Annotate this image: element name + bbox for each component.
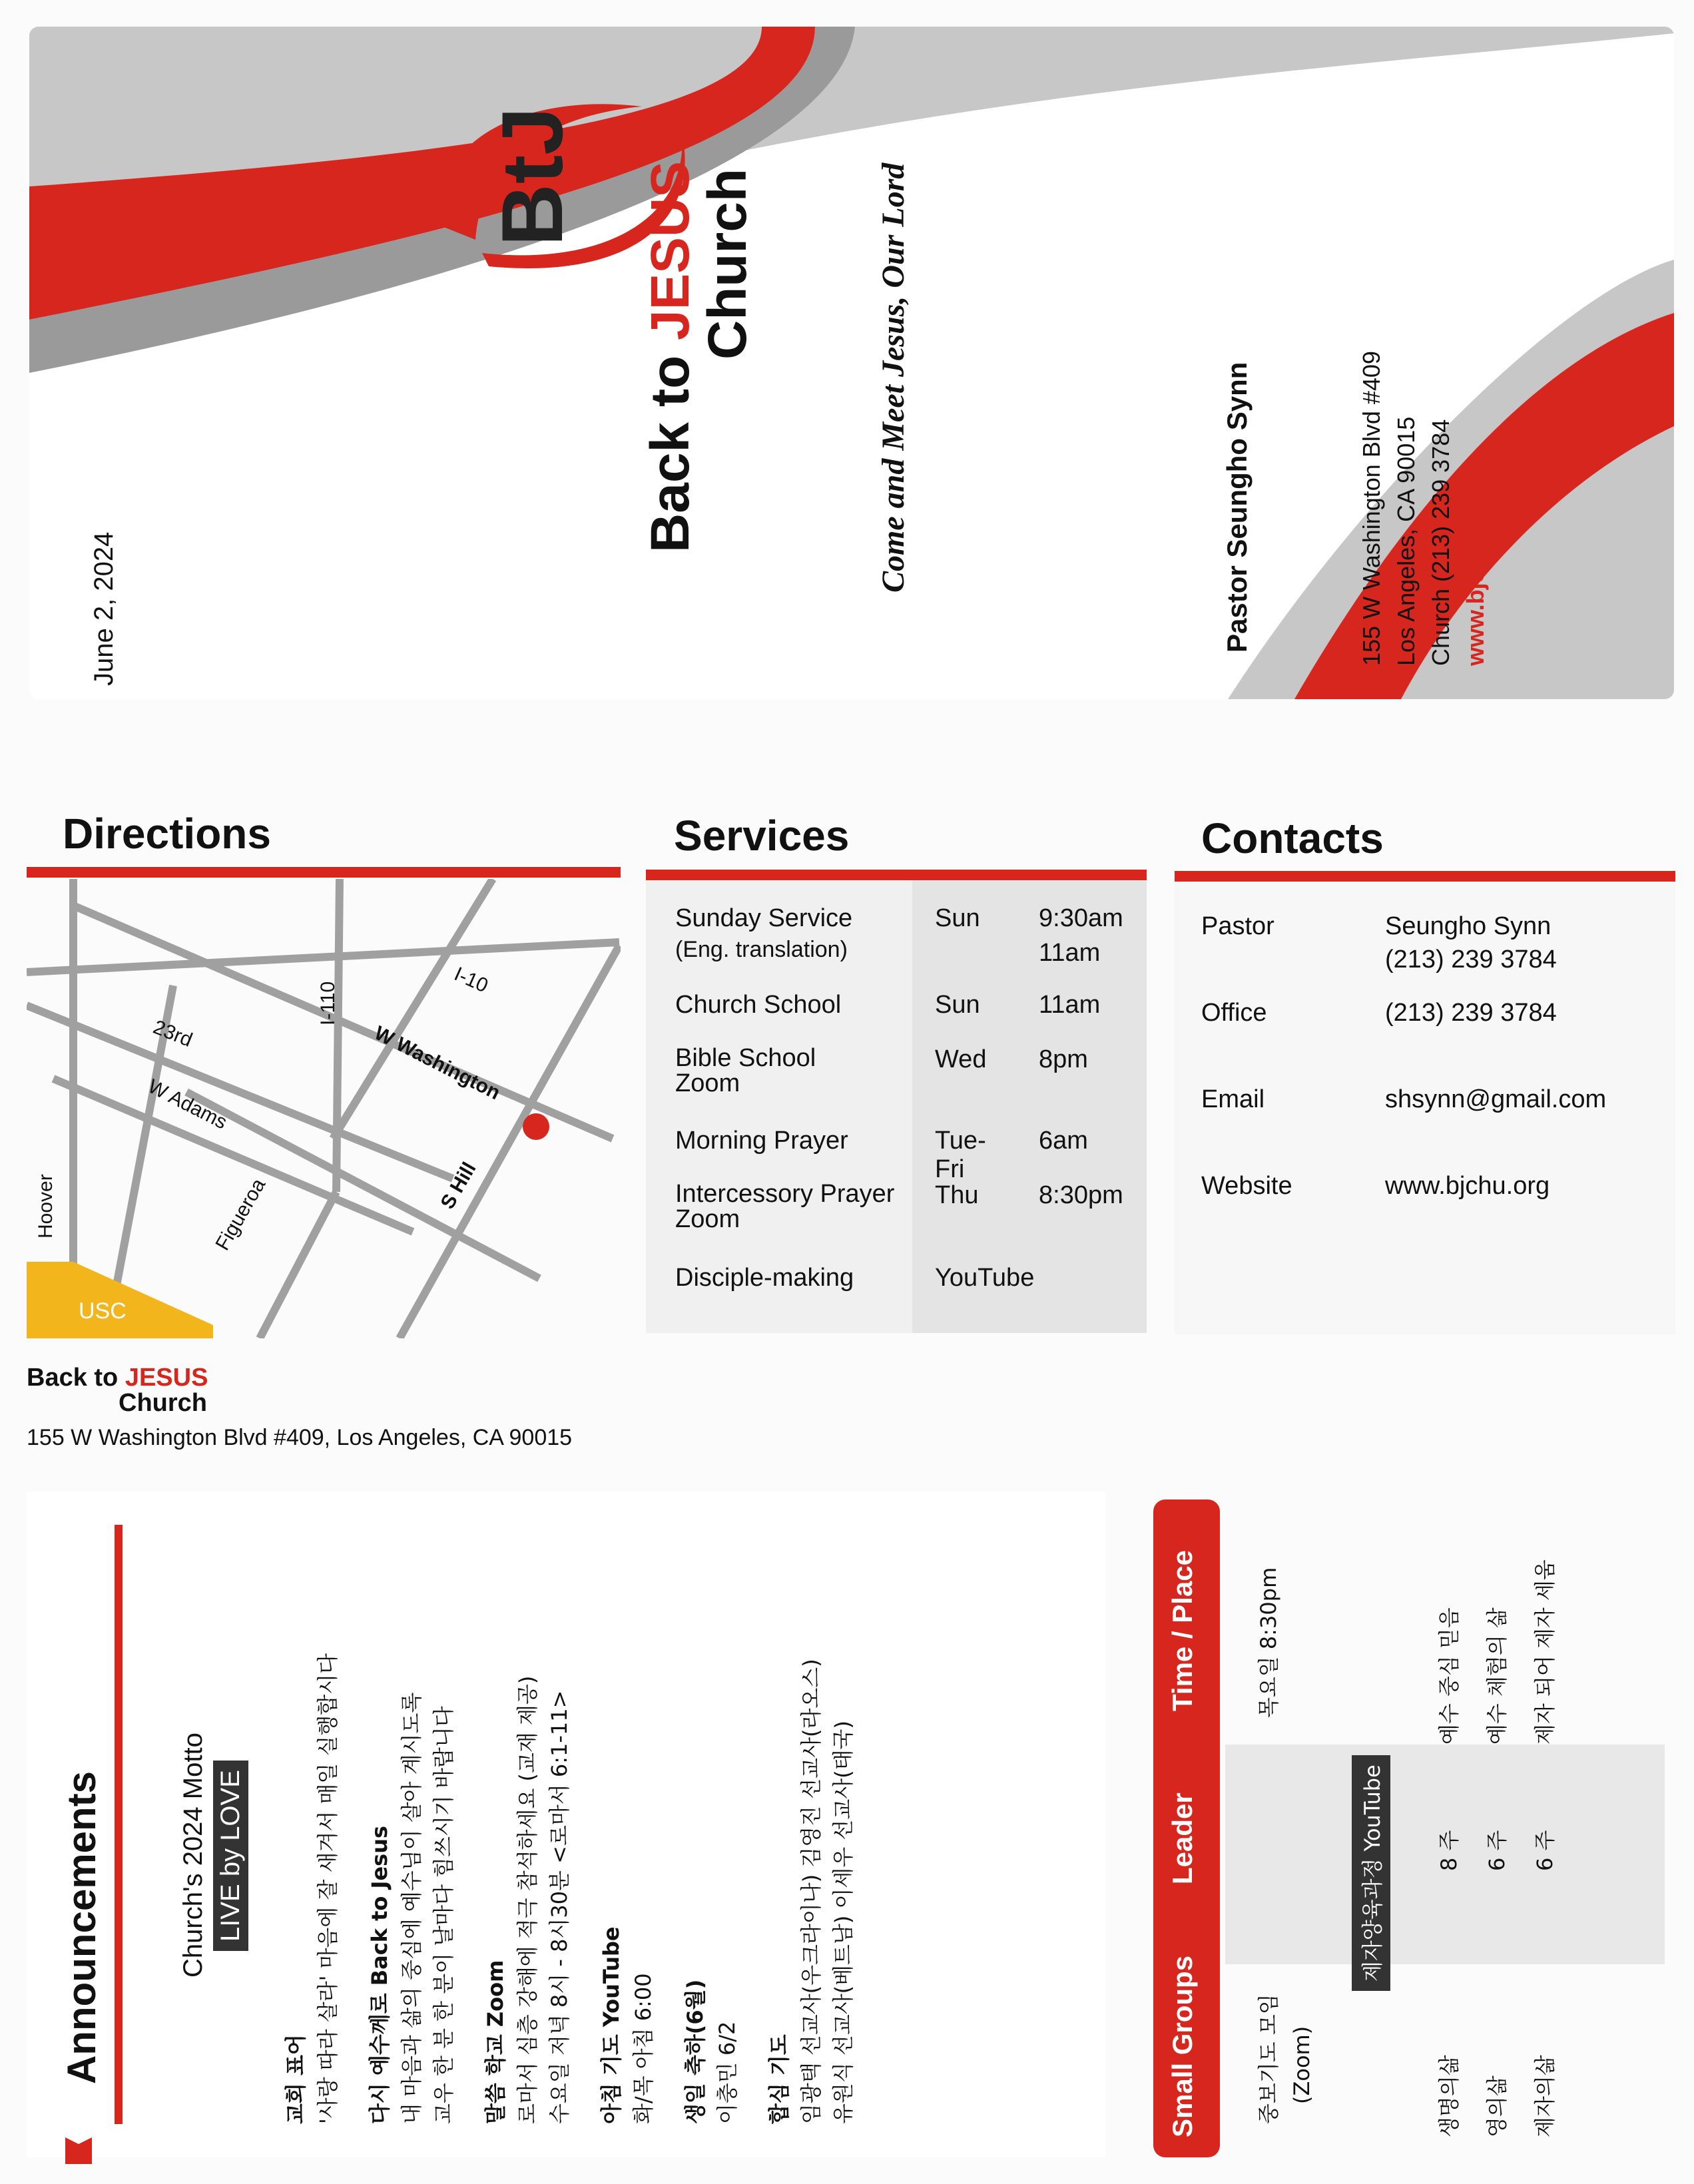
- motto-label: Church's 2024 Motto: [178, 1733, 208, 1978]
- announcement-item: [595, 1653, 659, 2124]
- directions-church-name: [27, 1365, 208, 1416]
- motto-badge: LIVE by LOVE: [213, 1761, 248, 1951]
- contact-row: [1201, 999, 1667, 1085]
- course-names: [1425, 2055, 1569, 2137]
- announcement-line: 유원식 선교사(베트남) 이세우 선교사(태국): [830, 1721, 856, 2124]
- service-time: 11am: [1039, 991, 1101, 1019]
- announcement-head: 말씀 학교 Zoom: [483, 1960, 508, 2124]
- address-line: Church (213) 239 3784: [1427, 419, 1454, 666]
- services-title: Services: [674, 812, 850, 860]
- church-name-part1: Back to: [640, 340, 701, 553]
- announcements-rule: [115, 1525, 123, 2124]
- course-name: 생명의삶: [1436, 2055, 1462, 2137]
- contact-label: Website: [1201, 1172, 1292, 1200]
- service-row: [675, 991, 1101, 1045]
- service-day: Thu: [935, 1181, 979, 1209]
- cover-address: [1354, 351, 1493, 666]
- contacts-list: [1201, 912, 1667, 1212]
- service-time: 6am: [1039, 1127, 1088, 1155]
- announcement-items: [280, 1653, 859, 2124]
- street-label-w-washington: W Washington: [370, 1021, 504, 1105]
- announcement-head: 다시 예수께로 Back to Jesus: [367, 1825, 392, 2124]
- service-name: Disciple-making: [675, 1264, 854, 1292]
- services-divider: [646, 870, 1147, 880]
- course-desc: 예수 체험의 삶: [1484, 1607, 1510, 1745]
- group-time: 목요일 8:30pm: [1256, 1567, 1281, 1718]
- church-name-line2: Church: [697, 168, 758, 360]
- course-weeks: [1425, 1830, 1569, 1871]
- announcement-icon-wrap: [59, 2131, 99, 2173]
- cover-website-link[interactable]: www.bjchu.org: [1462, 495, 1489, 666]
- service-row: [675, 1180, 1123, 1264]
- street-label-usc: USC: [79, 1298, 127, 1324]
- contact-phone[interactable]: (213) 239 3784: [1385, 946, 1557, 973]
- contact-email-link[interactable]: shsynn@gmail.com: [1385, 1085, 1607, 1113]
- service-day: Wed: [935, 1045, 987, 1073]
- street-label-w-adams: W Adams: [144, 1075, 231, 1134]
- service-row: [675, 904, 1123, 991]
- street-map: [27, 879, 621, 1338]
- contact-value: Seungho Synn: [1385, 912, 1552, 940]
- announcement-item: [479, 1653, 575, 2124]
- small-group-row: [1252, 1994, 1318, 2124]
- course-weeks-value: 8 주: [1436, 1830, 1462, 1871]
- announcement-item: [280, 1653, 344, 2124]
- service-day: Sun: [935, 904, 980, 932]
- course-weeks-value: 6 주: [1484, 1830, 1510, 1871]
- service-row: [675, 1127, 1088, 1183]
- service-time: 9:30am: [1039, 904, 1123, 932]
- announcement-line: 화/목 아침 6:00: [631, 1973, 656, 2124]
- leader-header: Leader: [1167, 1792, 1198, 1884]
- service-sub: Zoom: [675, 1069, 740, 1097]
- directions-map: [27, 879, 621, 1338]
- course-name: 영의삶: [1484, 2075, 1510, 2137]
- contact-row: [1201, 1085, 1667, 1172]
- directions-title: Directions: [63, 810, 271, 858]
- service-name: Sunday Service: [675, 904, 853, 932]
- contact-label: Pastor: [1201, 912, 1274, 940]
- service-day: YouTube: [935, 1264, 1035, 1292]
- service-day: Sun: [935, 991, 980, 1019]
- service-name: Intercessory Prayer: [675, 1180, 895, 1208]
- announcement-head: 아침 기도 YouTube: [599, 1926, 624, 2124]
- announcement-head: 생일 축하(6월): [683, 1979, 708, 2124]
- announcement-line: 교우 한 분 한 분이 날마다 힘쓰시기 바랍니다: [431, 1706, 456, 2124]
- service-time: 8:30pm: [1039, 1181, 1123, 1209]
- announcement-line: 내 마음과 삶의 중심에 예수님이 살아 계시도록: [399, 1692, 424, 2124]
- announcement-head: 합심 기도: [766, 2034, 792, 2124]
- group-name: 중보기도 모임: [1256, 1994, 1281, 2124]
- street-label-23rd: 23rd: [150, 1015, 196, 1051]
- course-descs: [1425, 1559, 1569, 1745]
- disciple-course-badge: 제자양육과정 YouTube: [1352, 1755, 1390, 1991]
- service-sub: (Eng. translation): [675, 937, 848, 962]
- contact-label: Office: [1201, 999, 1267, 1027]
- street-label-i10: I-10: [451, 963, 491, 997]
- group-sub: (Zoom): [1289, 2026, 1314, 2104]
- street-label-hoover: Hoover: [35, 1174, 57, 1238]
- announcement-item: [763, 1653, 859, 2124]
- time-place-header: Time / Place: [1167, 1549, 1198, 1711]
- street-label-s-hill: S Hill: [436, 1159, 481, 1213]
- announcement-line: 이충민 6/2: [714, 2021, 740, 2124]
- church-name-line2: Church: [119, 1389, 207, 1417]
- contact-website-link[interactable]: www.bjchu.org: [1385, 1172, 1550, 1200]
- cover-date: June 2, 2024: [89, 531, 119, 686]
- announcement-item: [679, 1653, 743, 2124]
- church-name-jesus: JESUS: [125, 1364, 208, 1392]
- contact-phone[interactable]: (213) 239 3784: [1385, 999, 1557, 1027]
- street-label-figueroa: Figueroa: [211, 1175, 270, 1254]
- course-weeks-value: 6 주: [1532, 1830, 1557, 1871]
- megaphone-icon: [59, 2131, 99, 2171]
- church-name-jesus: JESUS: [640, 161, 701, 340]
- cover-church-name: [642, 161, 756, 553]
- course-desc: 제자 되어 제자 세움: [1532, 1559, 1557, 1745]
- service-sub: Zoom: [675, 1205, 740, 1233]
- small-groups-header: Small Groups: [1167, 1955, 1198, 2137]
- service-name: Morning Prayer: [675, 1127, 848, 1155]
- address-line: 155 W Washington Blvd #409: [1358, 351, 1385, 666]
- logo-letters: BtJ: [483, 107, 581, 246]
- course-name: 제자의삶: [1532, 2055, 1557, 2137]
- announcements-title: Announcements: [59, 1771, 104, 2084]
- service-name: Bible School: [675, 1044, 816, 1072]
- church-name-part1: Back to: [27, 1364, 125, 1392]
- directions-address: 155 W Washington Blvd #409, Los Angeles, CA 90015: [27, 1425, 573, 1450]
- service-day: Tue-Fri: [935, 1127, 986, 1183]
- contact-row: [1201, 912, 1667, 999]
- course-desc: 예수 중심 믿음: [1436, 1607, 1462, 1745]
- contacts-title: Contacts: [1201, 814, 1384, 862]
- service-time2: 11am: [1039, 939, 1101, 967]
- contact-label: Email: [1201, 1085, 1265, 1113]
- church-location-marker: [523, 1113, 549, 1140]
- directions-divider: [27, 867, 621, 878]
- announcement-head: 교회 표어: [283, 2034, 308, 2124]
- address-line: Los Angeles, CA 90015: [1392, 416, 1420, 666]
- contacts-divider: [1175, 871, 1675, 882]
- service-row: [675, 1264, 1035, 1304]
- services-list: [675, 904, 1123, 1304]
- cover-tagline: Come and Meet Jesus, Our Lord: [876, 162, 911, 593]
- announcement-line: 수요일 저녁 8시 - 8시30분 <로마서 6:1-11>: [547, 1690, 572, 2124]
- service-name: Church School: [675, 991, 842, 1019]
- street-label-i110: I-110: [317, 981, 339, 1025]
- cover-panel: [29, 27, 1674, 699]
- service-row: [675, 1044, 1088, 1127]
- announcement-item: [364, 1653, 459, 2124]
- announcement-line: 로마서 심층 강해에 적극 참석하세요 (교재 제공): [515, 1675, 540, 2124]
- contact-row: [1201, 1172, 1667, 1212]
- announcement-line: 임광택 선교사(우크라이나) 김영진 선교사(라오스): [798, 1659, 824, 2124]
- announcement-line: '사랑 따라 살라' 마음에 잘 새겨서 매일 실행합시다: [315, 1653, 340, 2124]
- service-time: 8pm: [1039, 1045, 1088, 1073]
- cover-pastor: Pastor Seungho Synn: [1221, 362, 1253, 653]
